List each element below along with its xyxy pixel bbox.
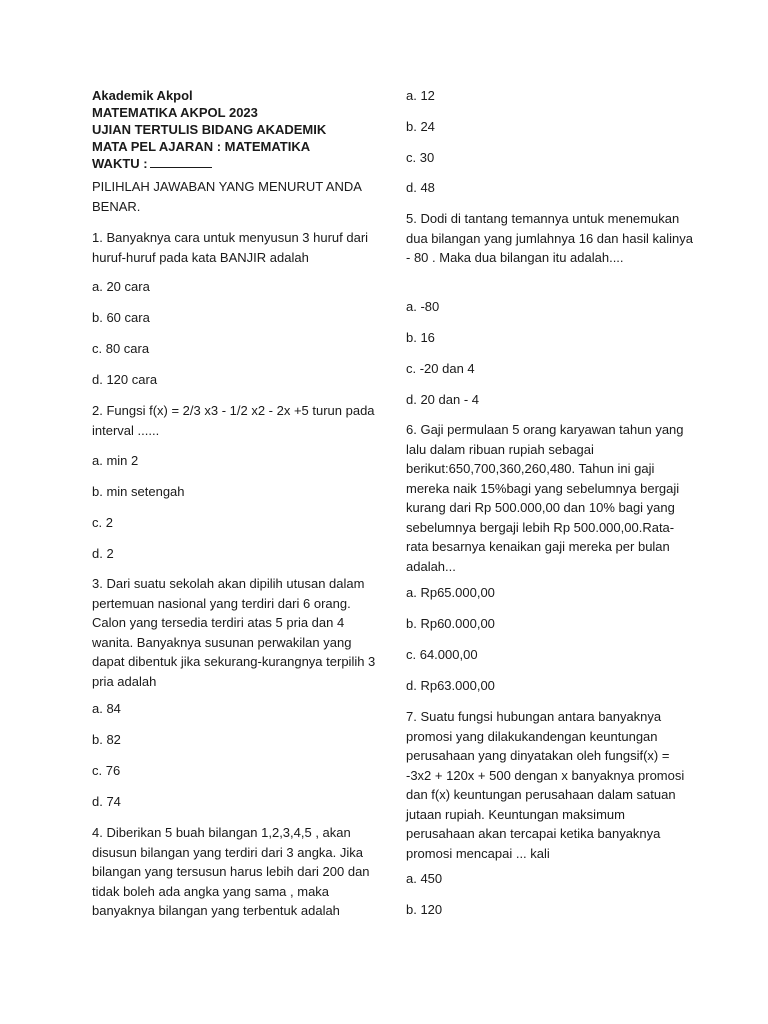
question-6-option-a: a. Rp65.000,00 [406,585,495,600]
header-line-1: Akademik Akpol [92,88,193,103]
question-4-text: 4. Diberikan 5 buah bilangan 1,2,3,4,5 , akan disusun bilangan yang terdiri dari 3 angka. Jika bilangan yang tersusun harus lebih dari 200 dan tidak boleh ada angka yang sama , maka banyaknya bilangan yang terbentuk adalah [92,825,370,918]
question-3-text: 3. Dari suatu sekolah akan dipilih utusan dalam pertemuan nasional yang terdiri dari 6 orang. Calon yang tersedia terdiri atas 5 pria dan 4 wanita. Banyaknya susunan perwakilan yang dapat dibentuk jika sekurang-kurangnya terpilih 3 pria adalah [92,576,376,689]
question-5-option-d: d. 20 dan - 4 [406,392,479,407]
question-1-option-d: d. 120 cara [92,372,158,387]
question-5-option-b: b. 16 [406,330,435,345]
question-4-option-c: c. 30 [406,150,435,165]
question-1-option-a: a. 20 cara [92,279,150,294]
question-3-option-a: a. 84 [92,701,121,716]
question-3-option-c: c. 76 [92,763,121,778]
question-2-option-d: d. 2 [92,546,114,561]
question-1-text: 1. Banyaknya cara untuk menyusun 3 huruf dari huruf-huruf pada kata BANJIR adalah [92,230,369,265]
question-7-option-b: b. 120 [406,902,443,917]
question-5-option-a: a. -80 [406,299,440,314]
question-7-text: 7. Suatu fungsi hubungan antara banyaknya promosi yang dilakukandengan keuntungan perusahaan yang dinyatakan oleh fungsif(x) = -3x2 + 120x + 500 dengan x banyaknya promosi dan f(x) keuntungan perusahaan dalam satuan jutaan rupiah. Keuntungan maksimum perusahaan akan tercapai ketika banyaknya promosi mencapai ... kali [406,709,685,861]
question-3-option-b: b. 82 [92,732,121,747]
time-blank-line [150,155,212,168]
time-label: WAKTU : [92,156,148,171]
question-1-option-c: c. 80 cara [92,341,150,356]
question-2-option-c: c. 2 [92,515,113,530]
question-2-option-a: a. min 2 [92,453,139,468]
question-2-text: 2. Fungsi f(x) = 2/3 x3 - 1/2 x2 - 2x +5 turun pada interval ...... [92,403,375,438]
header-line-4: MATA PEL AJARAN : MATEMATIKA [92,139,311,154]
header-line-5 [92,155,382,172]
question-4-option-a: a. 12 [406,88,435,103]
header-line-3: UJIAN TERTULIS BIDANG AKADEMIK [92,122,327,137]
document-header [92,87,382,172]
question-4-option-d: d. 48 [406,180,435,195]
instruction-text: PILIHLAH JAWABAN YANG MENURUT ANDA BENAR. [92,179,362,214]
question-5-text: 5. Dodi di tantang temannya untuk menemukan dua bilangan yang jumlahnya 16 dan hasil kalinya - 80 . Maka dua bilangan itu adalah.... [406,211,693,265]
question-7-option-a: a. 450 [406,871,443,886]
question-1-option-b: b. 60 cara [92,310,150,325]
question-2-option-b: b. min setengah [92,484,185,499]
question-6-option-c: c. 64.000,00 [406,647,478,662]
header-line-2: MATEMATIKA AKPOL 2023 [92,105,258,120]
question-5-option-c: c. -20 dan 4 [406,361,475,376]
question-4-option-b: b. 24 [406,119,435,134]
question-6-text: 6. Gaji permulaan 5 orang karyawan tahun yang lalu dalam ribuan rupiah sebagai berikut:650,700,360,260,480. Tahun ini gaji mereka naik 15%bagi yang sebelumnya bergaji kurang dari Rp 500.000,00 dan 10% bagi yang sebelumnya bergaji lebih Rp 500.000,00.Rata-rata besarnya kenaikan gaji mereka per bulan adalah... [406,422,684,574]
question-6-option-d: d. Rp63.000,00 [406,678,495,693]
question-6-option-b: b. Rp60.000,00 [406,616,495,631]
question-3-option-d: d. 74 [92,794,121,809]
